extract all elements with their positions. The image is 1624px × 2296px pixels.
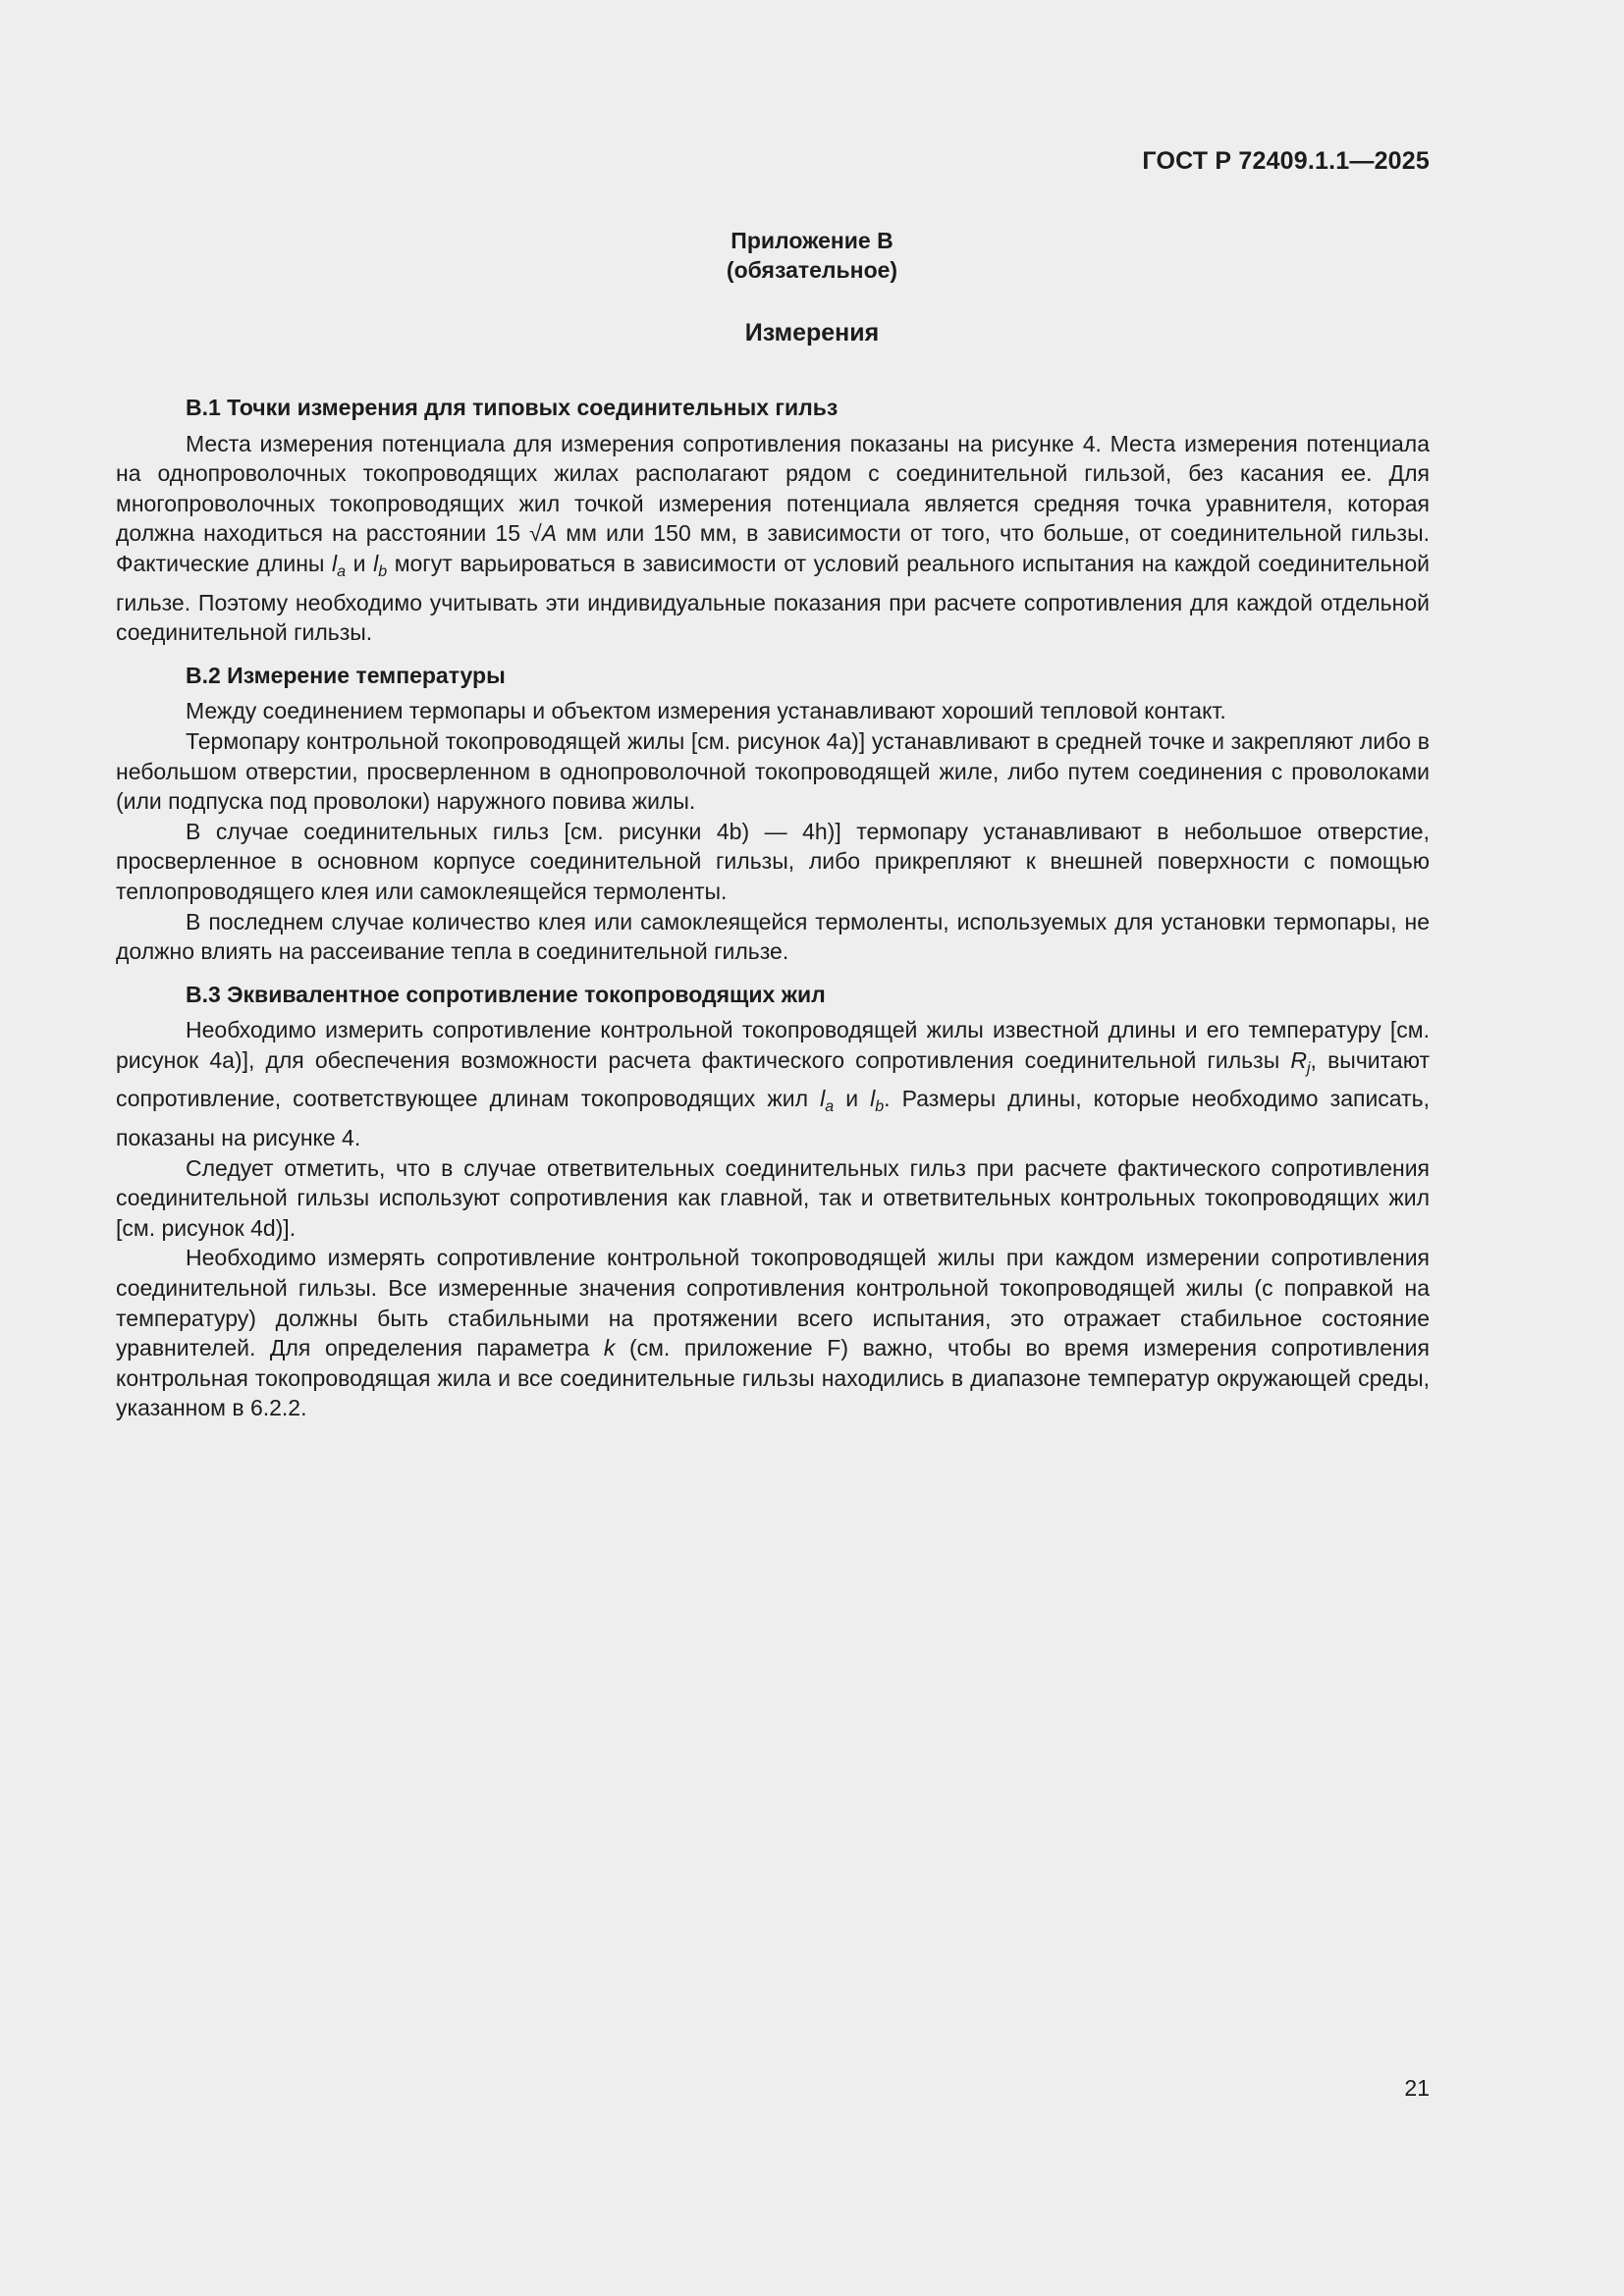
text-run: . Размеры длины, которые необходимо записать, показаны на рисунке 4. [116,1086,1431,1151]
section-b1-paragraph-1 [116,429,1430,648]
text-run: мм или 150 мм, в зависимости от того, что больше, от соединительной гильзы. Фактические длины [116,520,1430,576]
text-run: Необходимо измерять сопротивление контрольной токопроводящей жилы при каждом измерении сопротивления соединительной гильзы. Все измеренные значения сопротивления контрольной токопроводящей жилы (с поправкой на температуру) должны быть стабильными на протяжении всего испытания, это отражает стабильное состояние уравнителей. Для определения параметра [116,1245,1430,1362]
subscript-a: a [825,1098,835,1116]
section-b2-heading: B.2 Измерение температуры [186,662,506,688]
text-run: Необходимо измерить сопротивление контрольной токопроводящей жилы известной длины и его температуру [см. рисунок 4a)], для обеспечения возможности расчета фактического сопротивления соединительной гильзы [116,1017,1430,1073]
section-b3-heading: B.3 Эквивалентное сопротивление токопроводящих жил [186,981,826,1007]
text-run: , вычитают сопротивление, соответствующее длинам токопроводящих жил [116,1046,1430,1112]
section-b1-heading: B.1 Точки измерения для типовых соединительных гильз [186,395,839,420]
symbol-k: k [603,1335,616,1362]
symbol-l: l [870,1086,876,1112]
appendix-status: (обязательное) [726,257,898,283]
subscript-j: j [1306,1059,1311,1077]
section-b2-paragraph-2: Термопару контрольной токопроводящей жилы [см. рисунок 4a)] устанавливают в средней точке и закрепляют либо в небольшом отверстии, просверленном в однопроволочной токопроводящей жиле, либо путем соединения с проволоками (или подпуска под проволоки) наружного повива жилы. [116,727,1430,815]
document-body [116,393,1430,1423]
appendix-title: Измерения [744,319,880,347]
appendix-label: Приложение B [731,228,893,253]
symbol-l: l [373,550,379,576]
symbol-r: R [1290,1046,1307,1073]
symbol-l: l [820,1086,826,1112]
appendix-heading [0,226,1624,285]
section-b3-paragraph-1 [116,1015,1430,1152]
subscript-b: b [875,1098,885,1116]
section-b3-paragraph-2: Следует отметить, что в случае ответвительных соединительных гильз при расчете фактического сопротивления соединительной гильзы используют сопротивления как главной, так и ответвительных контрольных токопроводящих жил [см. рисунок 4d)]. [116,1154,1430,1241]
section-b2-paragraph-1: Между соединением термопары и объектом измерения устанавливают хороший тепловой контакт. [186,698,1226,724]
text-run: Места измерения потенциала для измерения сопротивления показаны на рисунке 4. Места измерения потенциала на однопроволочных токопроводящих жилах располагают рядом с соединительной гильзой, без касания ее. Для многопроволочных токопроводящих жил точкой измерения потенциала является средняя точка уравнителя, которая должна находиться на расстоянии 15 [116,430,1430,547]
text-run: и [834,1086,871,1112]
page-number: 21 [1404,2075,1430,2101]
text-run: могут варьироваться в зависимости от условий реального испытания на каждой соединительной гильзе. Поэтому необходимо учитывать эти индивидуальные показания при расчете сопротивления для каждой отдельной соединительной гильзы. [116,550,1430,646]
section-b3-paragraph-3 [116,1243,1430,1423]
symbol-l: l [332,550,338,576]
subscript-b: b [378,562,388,580]
subscript-a: a [337,562,347,580]
section-b2-paragraph-4: В последнем случае количество клея или самоклеящейся термоленты, используемых для установки термопары, не должно влиять на рассеивание тепла в соединительной гильзе. [116,908,1430,965]
text-run: (см. приложение F) важно, чтобы во время измерения сопротивления контрольная токопроводящая жила и все соединительные гильзы находились в диапазоне температур окружающей среды, указанном в 6.2.2. [116,1335,1430,1421]
document-id: ГОСТ Р 72409.1.1—2025 [1142,147,1430,175]
sqrt-a-symbol: √A [529,520,558,547]
text-run: и [346,550,374,576]
section-b2-paragraph-3: В случае соединительных гильз [см. рисунки 4b) — 4h)] термопару устанавливают в небольшое отверстие, просверленное в основном корпусе соединительной гильзы, либо прикрепляют к внешней поверхности с помощью теплопроводящего клея или самоклеящейся термоленты. [116,818,1430,904]
